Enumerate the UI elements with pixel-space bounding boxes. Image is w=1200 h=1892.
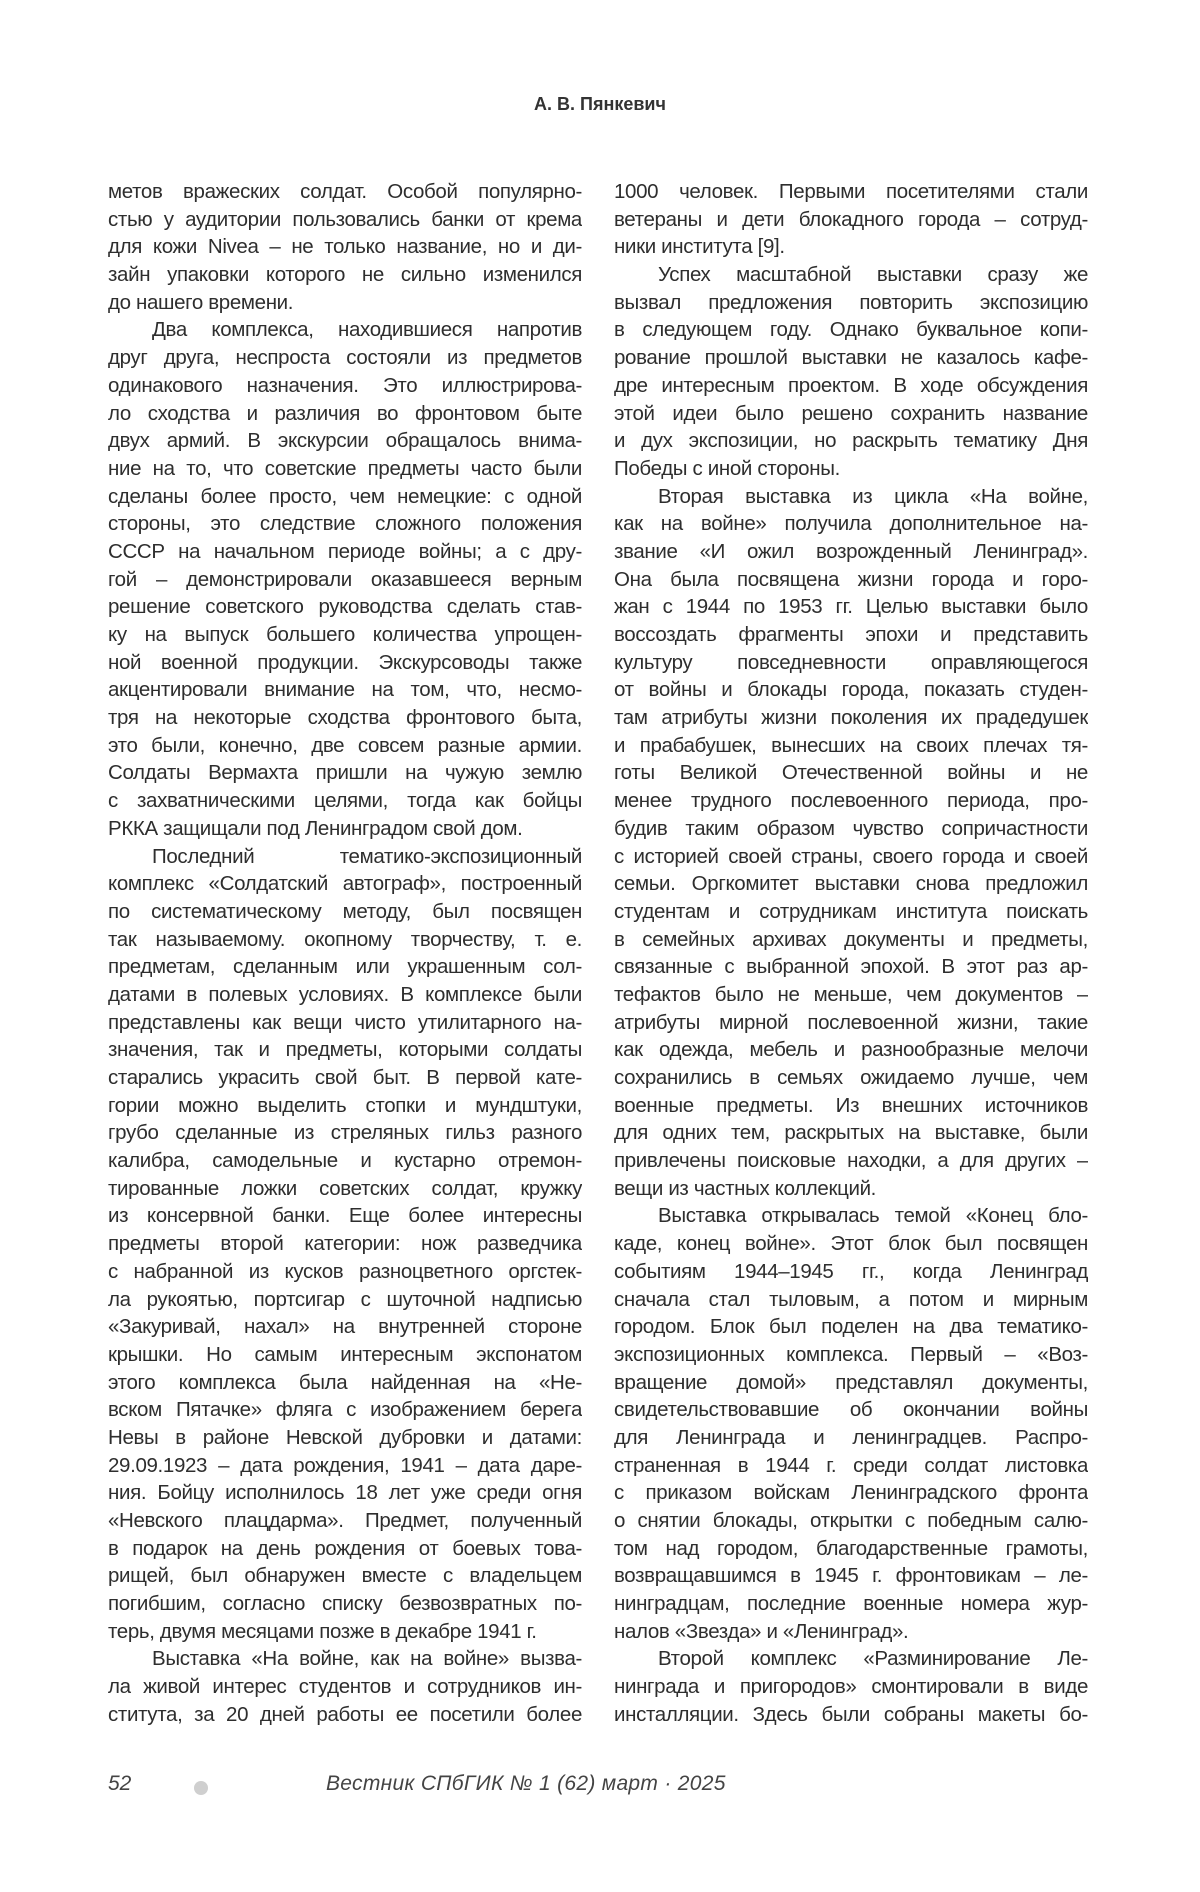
paragraph bbox=[614, 178, 1088, 261]
text-column-left bbox=[108, 178, 582, 1729]
text-line: 1000 человек. Первыми посетителями стали bbox=[614, 180, 1088, 203]
text-line: нинграда и пригородов» смонтировали в виде bbox=[614, 1675, 1088, 1699]
paragraph bbox=[614, 483, 1088, 1203]
text-line: это были, конечно, две совсем разные армии. bbox=[108, 733, 582, 757]
text-line: с набранной из кусков разноцветного оргстек- bbox=[108, 1259, 582, 1283]
text-line: городом. Блок был поделен на два тематико- bbox=[614, 1315, 1088, 1339]
text-line: гории можно выделить стопки и мундштуки, bbox=[108, 1093, 582, 1117]
text-line: Успех масштабной выставки сразу же bbox=[658, 263, 1088, 287]
text-line: готы Великой Отечественной войны и не bbox=[614, 761, 1088, 785]
text-line: ла рукоятью, портсигар с шуточной надписью bbox=[108, 1287, 582, 1311]
text-line: двух армий. В экскурсии обращалось внима- bbox=[108, 429, 582, 453]
text-line: из консервной банки. Еще более интересны bbox=[108, 1204, 582, 1228]
text-line: по систематическому методу, был посвящен bbox=[108, 899, 582, 923]
text-line: нинградцам, последние военные номера жур- bbox=[614, 1592, 1088, 1616]
text-line: Невы в районе Невской дубровки и датами: bbox=[108, 1425, 582, 1449]
text-line: предметы второй категории: нож разведчика bbox=[108, 1232, 582, 1256]
text-column-right bbox=[614, 178, 1088, 1729]
text-line: комплекс «Солдатский автограф», построенный bbox=[108, 872, 582, 896]
text-line: ветераны и дети блокадного города – сотруд- bbox=[614, 207, 1088, 231]
text-line: семьи. Оргкомитет выставки снова предложил bbox=[614, 872, 1088, 896]
text-line: стью у аудитории пользовались банки от крема bbox=[108, 207, 582, 231]
text-line: ло сходства и различия во фронтовом быте bbox=[108, 401, 582, 425]
text-line: «Невского плацдарма». Предмет, полученный bbox=[108, 1509, 582, 1532]
text-line: стороны, это следствие сложного положения bbox=[108, 512, 582, 536]
text-line: менее трудного послевоенного периода, про- bbox=[614, 789, 1088, 813]
text-line: для одних тем, раскрытых на выставке, были bbox=[614, 1121, 1088, 1145]
text-line: представлены как вещи чисто утилитарного на- bbox=[108, 1010, 582, 1034]
text-line: этой идеи было решено сохранить название bbox=[614, 401, 1088, 425]
text-line: свидетельствовавшие об окончании войны bbox=[614, 1398, 1088, 1422]
text-line: терь, двумя месяцами позже в декабре 1941 г. bbox=[108, 1619, 537, 1643]
text-line: от войны и блокады города, показать студен- bbox=[614, 678, 1088, 702]
text-line: СССР на начальном периоде войны; а с дру- bbox=[108, 539, 582, 563]
text-line: значения, так и предметы, которыми солдаты bbox=[108, 1038, 582, 1062]
text-line: тефактов было не меньше, чем документов – bbox=[614, 982, 1088, 1006]
text-line: погибшим, согласно списку безвозвратных по- bbox=[108, 1592, 582, 1616]
paragraph bbox=[614, 1645, 1088, 1728]
text-line: инсталляции. Здесь были собраны макеты бо- bbox=[614, 1702, 1088, 1726]
text-line: привлечены поисковые находки, а для других – bbox=[614, 1149, 1088, 1173]
text-line: предметам, сделанным или украшенным сол- bbox=[108, 955, 582, 979]
text-line: рование прошлой выставки не казалось кафе- bbox=[614, 346, 1088, 370]
text-line: как на войне» получила дополнительное на- bbox=[614, 512, 1088, 536]
paragraph bbox=[108, 316, 582, 842]
text-line: в следующем году. Однако буквальное копи- bbox=[614, 318, 1088, 342]
text-line: сначала стал тыловым, а потом и мирным bbox=[614, 1287, 1088, 1311]
text-line: атрибуты мирной послевоенной жизни, такие bbox=[614, 1010, 1088, 1034]
text-line: с историей своей страны, своего города и своей bbox=[614, 844, 1088, 868]
text-line: Второй комплекс «Разминирование Ле- bbox=[658, 1647, 1088, 1671]
text-line: для Ленинграда и ленинградцев. Распро- bbox=[614, 1425, 1088, 1449]
text-line: культуру повседневности оправляющегося bbox=[614, 650, 1088, 674]
text-line: каде, конец войне». Этот блок был посвящен bbox=[614, 1232, 1088, 1256]
text-line: налов «Звезда» и «Ленинград». bbox=[614, 1619, 909, 1643]
text-line: студентам и сотрудникам института поискать bbox=[614, 899, 1088, 923]
text-line: Вторая выставка из цикла «На войне, bbox=[658, 484, 1088, 508]
text-line: ститута, за 20 дней работы ее посетили более bbox=[108, 1702, 582, 1726]
text-line: датами в полевых условиях. В комплексе были bbox=[108, 982, 582, 1006]
text-line: друг друга, неспроста состояли из предметов bbox=[108, 346, 582, 370]
text-line: крышки. Но самым интересным экспонатом bbox=[108, 1342, 582, 1366]
paragraph bbox=[108, 1645, 582, 1728]
text-line: Солдаты Вермахта пришли на чужую землю bbox=[108, 761, 582, 785]
text-line: том над городом, благодарственные грамоты, bbox=[614, 1536, 1088, 1560]
text-line: с захватническими целями, тогда как бойцы bbox=[108, 789, 582, 813]
text-line: этого комплекса была найденная на «Не- bbox=[108, 1370, 582, 1394]
text-line: метов вражеских солдат. Особой популярно- bbox=[108, 180, 582, 203]
text-line: в подарок на день рождения от боевых това- bbox=[108, 1536, 582, 1560]
text-line: рищей, был обнаружен вместе с владельцем bbox=[108, 1564, 582, 1588]
text-line: вском Пятачке» фляга с изображением берега bbox=[108, 1398, 582, 1422]
text-line: зайн упаковки которого не сильно изменился bbox=[108, 263, 582, 287]
text-line: Последний тематико-экспозиционный bbox=[152, 844, 582, 868]
text-line: ла живой интерес студентов и сотрудников ин- bbox=[108, 1675, 582, 1699]
text-line: Она была посвящена жизни города и горо- bbox=[614, 567, 1088, 591]
text-line: связанные с выбранной эпохой. В этот раз ар- bbox=[614, 955, 1088, 979]
text-line: акцентировали внимание на том, что, несмо- bbox=[108, 678, 582, 702]
text-line: вещи из частных коллекций. bbox=[614, 1176, 877, 1200]
text-line: тря на некоторые сходства фронтового быта, bbox=[108, 706, 582, 730]
text-line: Победы с иной стороны. bbox=[614, 456, 840, 480]
text-line: сохранились в семьях ожидаемо лучше, чем bbox=[614, 1066, 1088, 1089]
text-line: ники института [9]. bbox=[614, 235, 785, 259]
text-line: до нашего времени. bbox=[108, 290, 294, 314]
text-line: в семейных архивах документы и предметы, bbox=[614, 927, 1088, 951]
text-line: гой – демонстрировали оказавшееся верным bbox=[108, 567, 582, 591]
text-line: Выставка открывалась темой «Конец бло- bbox=[658, 1204, 1088, 1228]
text-line: возвращавшимся в 1945 г. фронтовикам – ле- bbox=[614, 1564, 1088, 1588]
text-line: одинакового назначения. Это иллюстрирова- bbox=[108, 373, 582, 397]
paragraph bbox=[614, 1202, 1088, 1645]
text-line: воссоздать фрагменты эпохи и представить bbox=[614, 623, 1088, 646]
text-line: 29.09.1923 – дата рождения, 1941 – дата даре- bbox=[108, 1453, 582, 1477]
text-line: для кожи Nivea – не только название, но и ди- bbox=[108, 235, 582, 259]
text-line: событиям 1944–1945 гг., когда Ленинград bbox=[614, 1259, 1088, 1283]
text-line: звание «И ожил возрожденный Ленинград». bbox=[614, 539, 1088, 563]
text-line: ния. Бойцу исполнилось 18 лет уже среди огня bbox=[108, 1481, 582, 1505]
paragraph bbox=[108, 178, 582, 316]
journal-title: Вестник СПбГИК № 1 (62) март · 2025 bbox=[326, 1772, 726, 1795]
paragraph bbox=[108, 843, 582, 1646]
separator-dot-icon bbox=[194, 1781, 208, 1795]
text-line: грубо сделанные из стреляных гильз разного bbox=[108, 1121, 582, 1145]
text-line: так называемому. окопному творчеству, т. е. bbox=[108, 927, 582, 951]
text-line: сделаны более просто, чем немецкие: с одной bbox=[108, 484, 582, 508]
text-line: страненная в 1944 г. среди солдат листовка bbox=[614, 1453, 1088, 1477]
text-line: ние на то, что советские предметы часто были bbox=[108, 456, 582, 480]
text-line: калибра, самодельные и кустарно отремон- bbox=[108, 1149, 582, 1173]
text-line: РККА защищали под Ленинградом свой дом. bbox=[108, 816, 523, 840]
text-line: военные предметы. Из внешних источников bbox=[614, 1093, 1088, 1117]
text-line: дре интересным проектом. В ходе обсуждения bbox=[614, 373, 1088, 397]
text-line: Выставка «На войне, как на войне» вызва- bbox=[152, 1647, 582, 1671]
text-line: вращение домой» представлял документы, bbox=[614, 1370, 1088, 1394]
text-line: будив таким образом чувство сопричастности bbox=[614, 816, 1088, 840]
page-footer bbox=[108, 1772, 1088, 1804]
text-line: о снятии блокады, открытки с победным салю- bbox=[614, 1509, 1088, 1532]
text-line: «Закуривай, нахал» на внутренней стороне bbox=[108, 1315, 582, 1339]
text-line: там атрибуты жизни поколения их прадедушек bbox=[614, 706, 1088, 730]
text-line: с приказом войскам Ленинградского фронта bbox=[614, 1481, 1088, 1505]
text-line: старались украсить свой быт. В первой кате- bbox=[108, 1066, 582, 1089]
text-line: вызвал предложения повторить экспозицию bbox=[614, 290, 1088, 314]
text-line: как одежда, мебель и разнообразные мелочи bbox=[614, 1038, 1088, 1062]
text-line: ку на выпуск большего количества упрощен- bbox=[108, 623, 582, 646]
text-line: ной военной продукции. Экскурсоводы также bbox=[108, 650, 582, 674]
text-line: жан с 1944 по 1953 гг. Целью выставки было bbox=[614, 595, 1088, 619]
text-line: экспозиционных комплекса. Первый – «Воз- bbox=[614, 1342, 1088, 1366]
text-line: тированные ложки советских солдат, кружку bbox=[108, 1176, 582, 1200]
paragraph bbox=[614, 261, 1088, 483]
text-line: и прабабушек, вынесших на своих плечах тя- bbox=[614, 733, 1088, 757]
text-line: Два комплекса, находившиеся напротив bbox=[152, 318, 582, 342]
text-line: решение советского руководства сделать став- bbox=[108, 595, 582, 619]
page-number: 52 bbox=[108, 1772, 132, 1795]
running-header-author: А. В. Пянкевич bbox=[534, 94, 666, 114]
text-line: и дух экспозиции, но раскрыть тематику Дня bbox=[614, 429, 1088, 453]
